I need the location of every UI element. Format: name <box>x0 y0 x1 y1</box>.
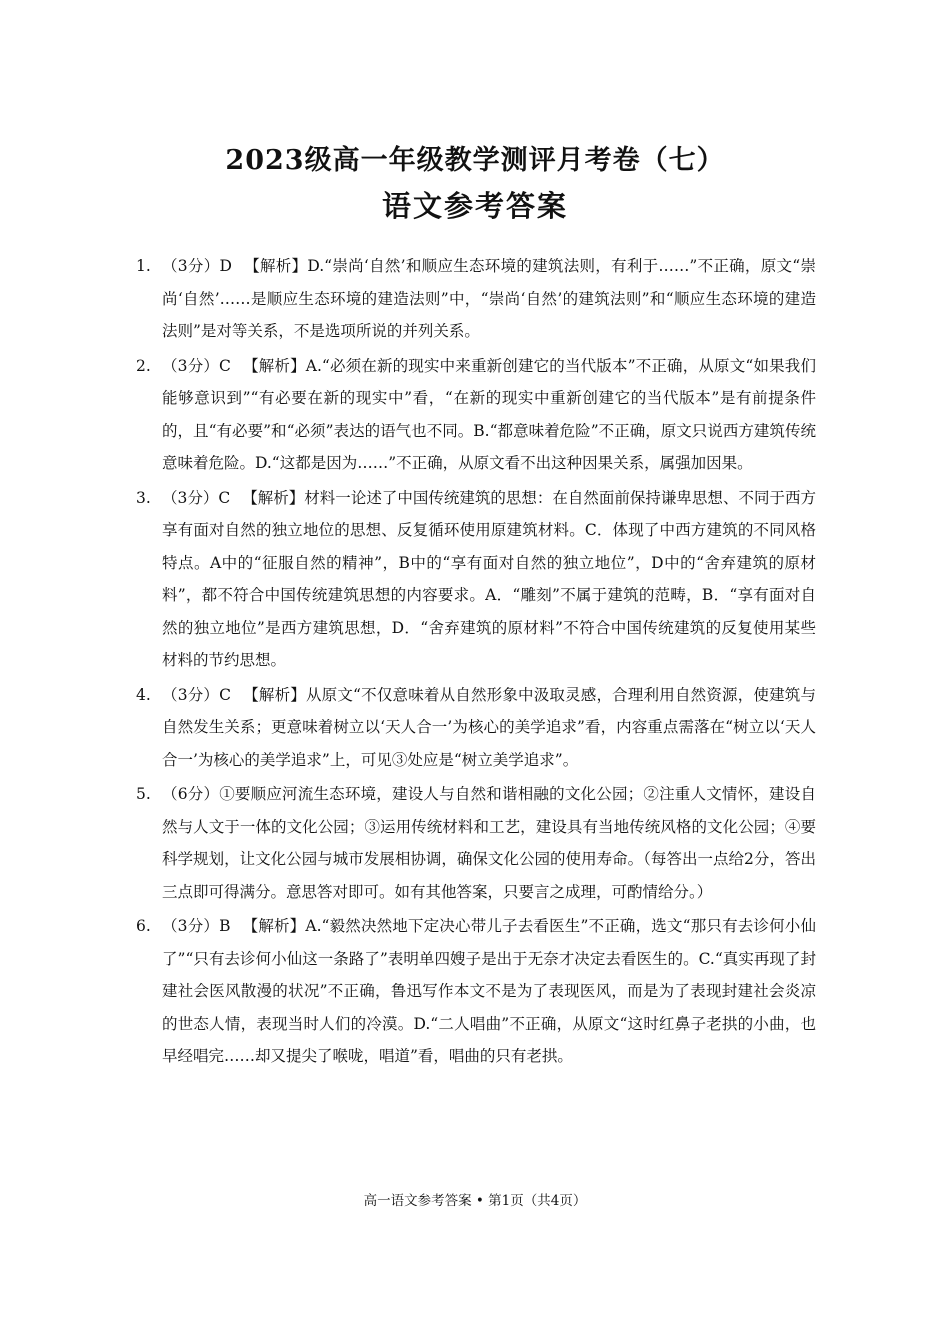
analysis-tag: 【解析】 <box>243 685 306 704</box>
exam-title: 2023级高一年级教学测评月考卷（七） <box>225 145 725 176</box>
answer-item-4 <box>136 679 816 777</box>
analysis-tag: 【解析】 <box>242 488 305 507</box>
item-number: 2. <box>136 356 151 375</box>
item-score: （3分） <box>162 257 220 275</box>
item-score: （6分） <box>162 785 220 803</box>
analysis-tag: 【解析】 <box>243 257 308 275</box>
item-explanation: A.“必须在新的现实中来重新创建它的当代版本”不正确，从原文“如果我们能够意识到”“有必要在新的现实中”看，“在新的现实中重新创建它的当代版本”是有前提条件的，且“有必要”和“必须”表达的语气也不同。B.“都意味着危险”不正确，原文只说西方建筑传统意味着危险。D.“这都是因为……”不正确，从原文看不出这种因果关系，属强加因果。 <box>162 356 816 472</box>
item-explanation: ①要顺应河流生态环境，建设人与自然和谐相融的文化公园；②注重人文情怀，建设自然与人文于一体的文化公园；③运用传统材料和工艺，建设具有当地传统风格的文化公园；④要科学规划，让文化公园与城市发展相协调，确保文化公园的使用寿命。（每答出一点给2分，答出三点即可得满分。意思答对即可。如有其他答案，只要言之成理，可酌情给分。） <box>162 785 816 901</box>
item-number: 3. <box>136 488 151 507</box>
item-choice: B <box>219 917 231 935</box>
answer-item-1 <box>136 250 816 348</box>
answer-item-5 <box>136 778 816 908</box>
item-score: （3分） <box>162 488 219 507</box>
item-explanation: A.“毅然决然地下定决心带儿子去看医生”不正确，选文“那只有去诊何小仙了”“只有去诊何小仙这一条路了”表明单四嫂子是出于无奈才决定去看医生的。C.“真实再现了封建社会医风散漫的状况”不正确，鲁迅写作本文不是为了表现医风，而是为了表现封建社会炎凉的世态人情，表现当时人们的冷漠。D.“二人唱曲”不正确，从原文“这时红鼻子老拱的小曲，也早经唱完……却又提尖了喉咙，唱道”看，唱曲的只有老拱。 <box>162 917 816 1065</box>
analysis-tag: 【解析】 <box>242 917 306 935</box>
item-number: 6. <box>136 917 151 935</box>
item-explanation: 从原文“不仅意味着从自然形象中汲取灵感，合理利用自然资源，使建筑与自然发生关系；更意味着树立以‘天人合一’为核心的美学追求”看，内容重点需落在“树立以‘天人合一’为核心的美学追求”上，可见③处应是“树立美学追求”。 <box>162 685 816 769</box>
item-number: 4. <box>136 685 151 704</box>
item-score: （3分） <box>162 685 220 704</box>
item-choice: C <box>219 685 231 704</box>
item-explanation: D.“崇尚‘自然’和顺应生态环境的建筑法则，有利于……”不正确，原文“崇尚‘自然’……是顺应生态环境的建造法则”中，“崇尚‘自然’的建筑法则”和“顺应生态环境的建造法则”是对等关系，不是选项所说的并列关系。 <box>162 257 816 340</box>
answer-key-subtitle: 语文参考答案 <box>381 189 568 223</box>
item-choice: D <box>219 257 232 275</box>
answer-list <box>136 250 816 1075</box>
analysis-tag: 【解析】 <box>242 356 306 375</box>
item-score: （3分） <box>162 917 220 935</box>
item-score: （3分） <box>162 356 220 375</box>
item-explanation: 材料一论述了中国传统建筑的思想：在自然面前保持谦卑思想、不同于西方享有面对自然的独立地位的思想、反复循环使用原建筑材料。C．体现了中西方建筑的不同风格特点。A中的“征服自然的精神”，B中的“享有面对自然的独立地位”，D中的“舍弃建筑的原材料”，都不符合中国传统建筑思想的内容要求。A．“雕刻”不属于建筑的范畴，B．“享有面对自然的独立地位”是西方建筑思想，D．“舍弃建筑的原材料”不符合中国传统建筑的反复使用某些材料的节约思想。 <box>162 488 816 669</box>
item-number: 5. <box>136 785 151 803</box>
answer-item-6 <box>136 910 816 1073</box>
answer-item-3 <box>136 482 816 677</box>
answer-item-2 <box>136 350 816 480</box>
item-number: 1. <box>136 257 151 275</box>
item-choice: C <box>218 488 231 507</box>
page-footer: 高一语文参考答案 • 第1页（共4页） <box>363 1193 587 1209</box>
item-choice: C <box>219 356 231 375</box>
